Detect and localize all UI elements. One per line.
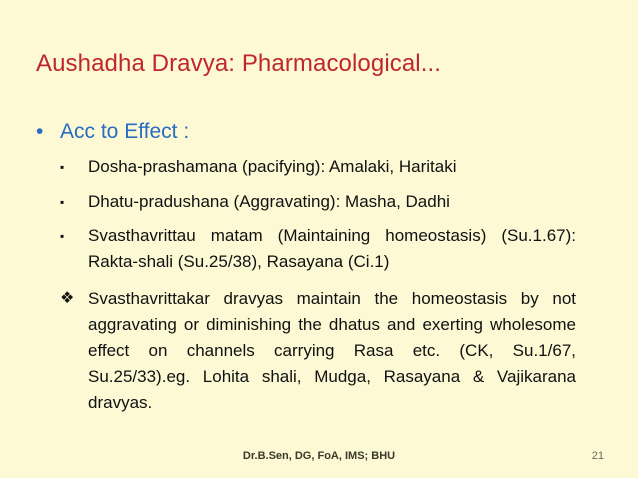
- page-number: 21: [591, 450, 604, 462]
- slide-title: Aushadha Dravya: Pharmacological...: [36, 50, 442, 77]
- sub-item-text: Dosha-prashamana (pacifying): Amalaki, Haritaki: [88, 157, 457, 176]
- sub-item-svasthavrittakar: [60, 286, 576, 416]
- square-bullet-icon: ▪: [60, 229, 65, 243]
- sub-item-dhatu-pradushana: [60, 189, 576, 215]
- sub-item-svasthavrittau: [60, 223, 576, 275]
- sub-item-text: Dhatu-pradushana (Aggravating): Masha, Dadhi: [88, 192, 450, 211]
- bullet-label: Acc to Effect :: [60, 120, 190, 143]
- sub-item-text: Svasthavrittau matam (Maintaining homeostasis) (Su.1.67): Rakta-shali (Su.25/38), Rasayana (Ci.1): [88, 226, 576, 271]
- sub-item-dosha-prashamana: [60, 154, 576, 180]
- bullet-dot-icon: •: [36, 120, 44, 143]
- square-bullet-icon: ▪: [60, 160, 65, 174]
- slide-footer: Dr.B.Sen, DG, FoA, IMS; BHU: [242, 450, 396, 462]
- diamond-bullet-icon: ❖: [60, 290, 75, 307]
- sub-item-text: Svasthavrittakar dravyas maintain the homeostasis by not aggravating or diminishing the dhatus and exerting wholesome effect on channels carrying Rasa etc. (CK, Su.1/67, Su.25/33).eg. Lohita shali, Mudga, Rasayana & Vajikarana dravyas.: [88, 289, 576, 412]
- bullet-acc-to-effect: [36, 120, 189, 144]
- square-bullet-icon: ▪: [60, 195, 65, 209]
